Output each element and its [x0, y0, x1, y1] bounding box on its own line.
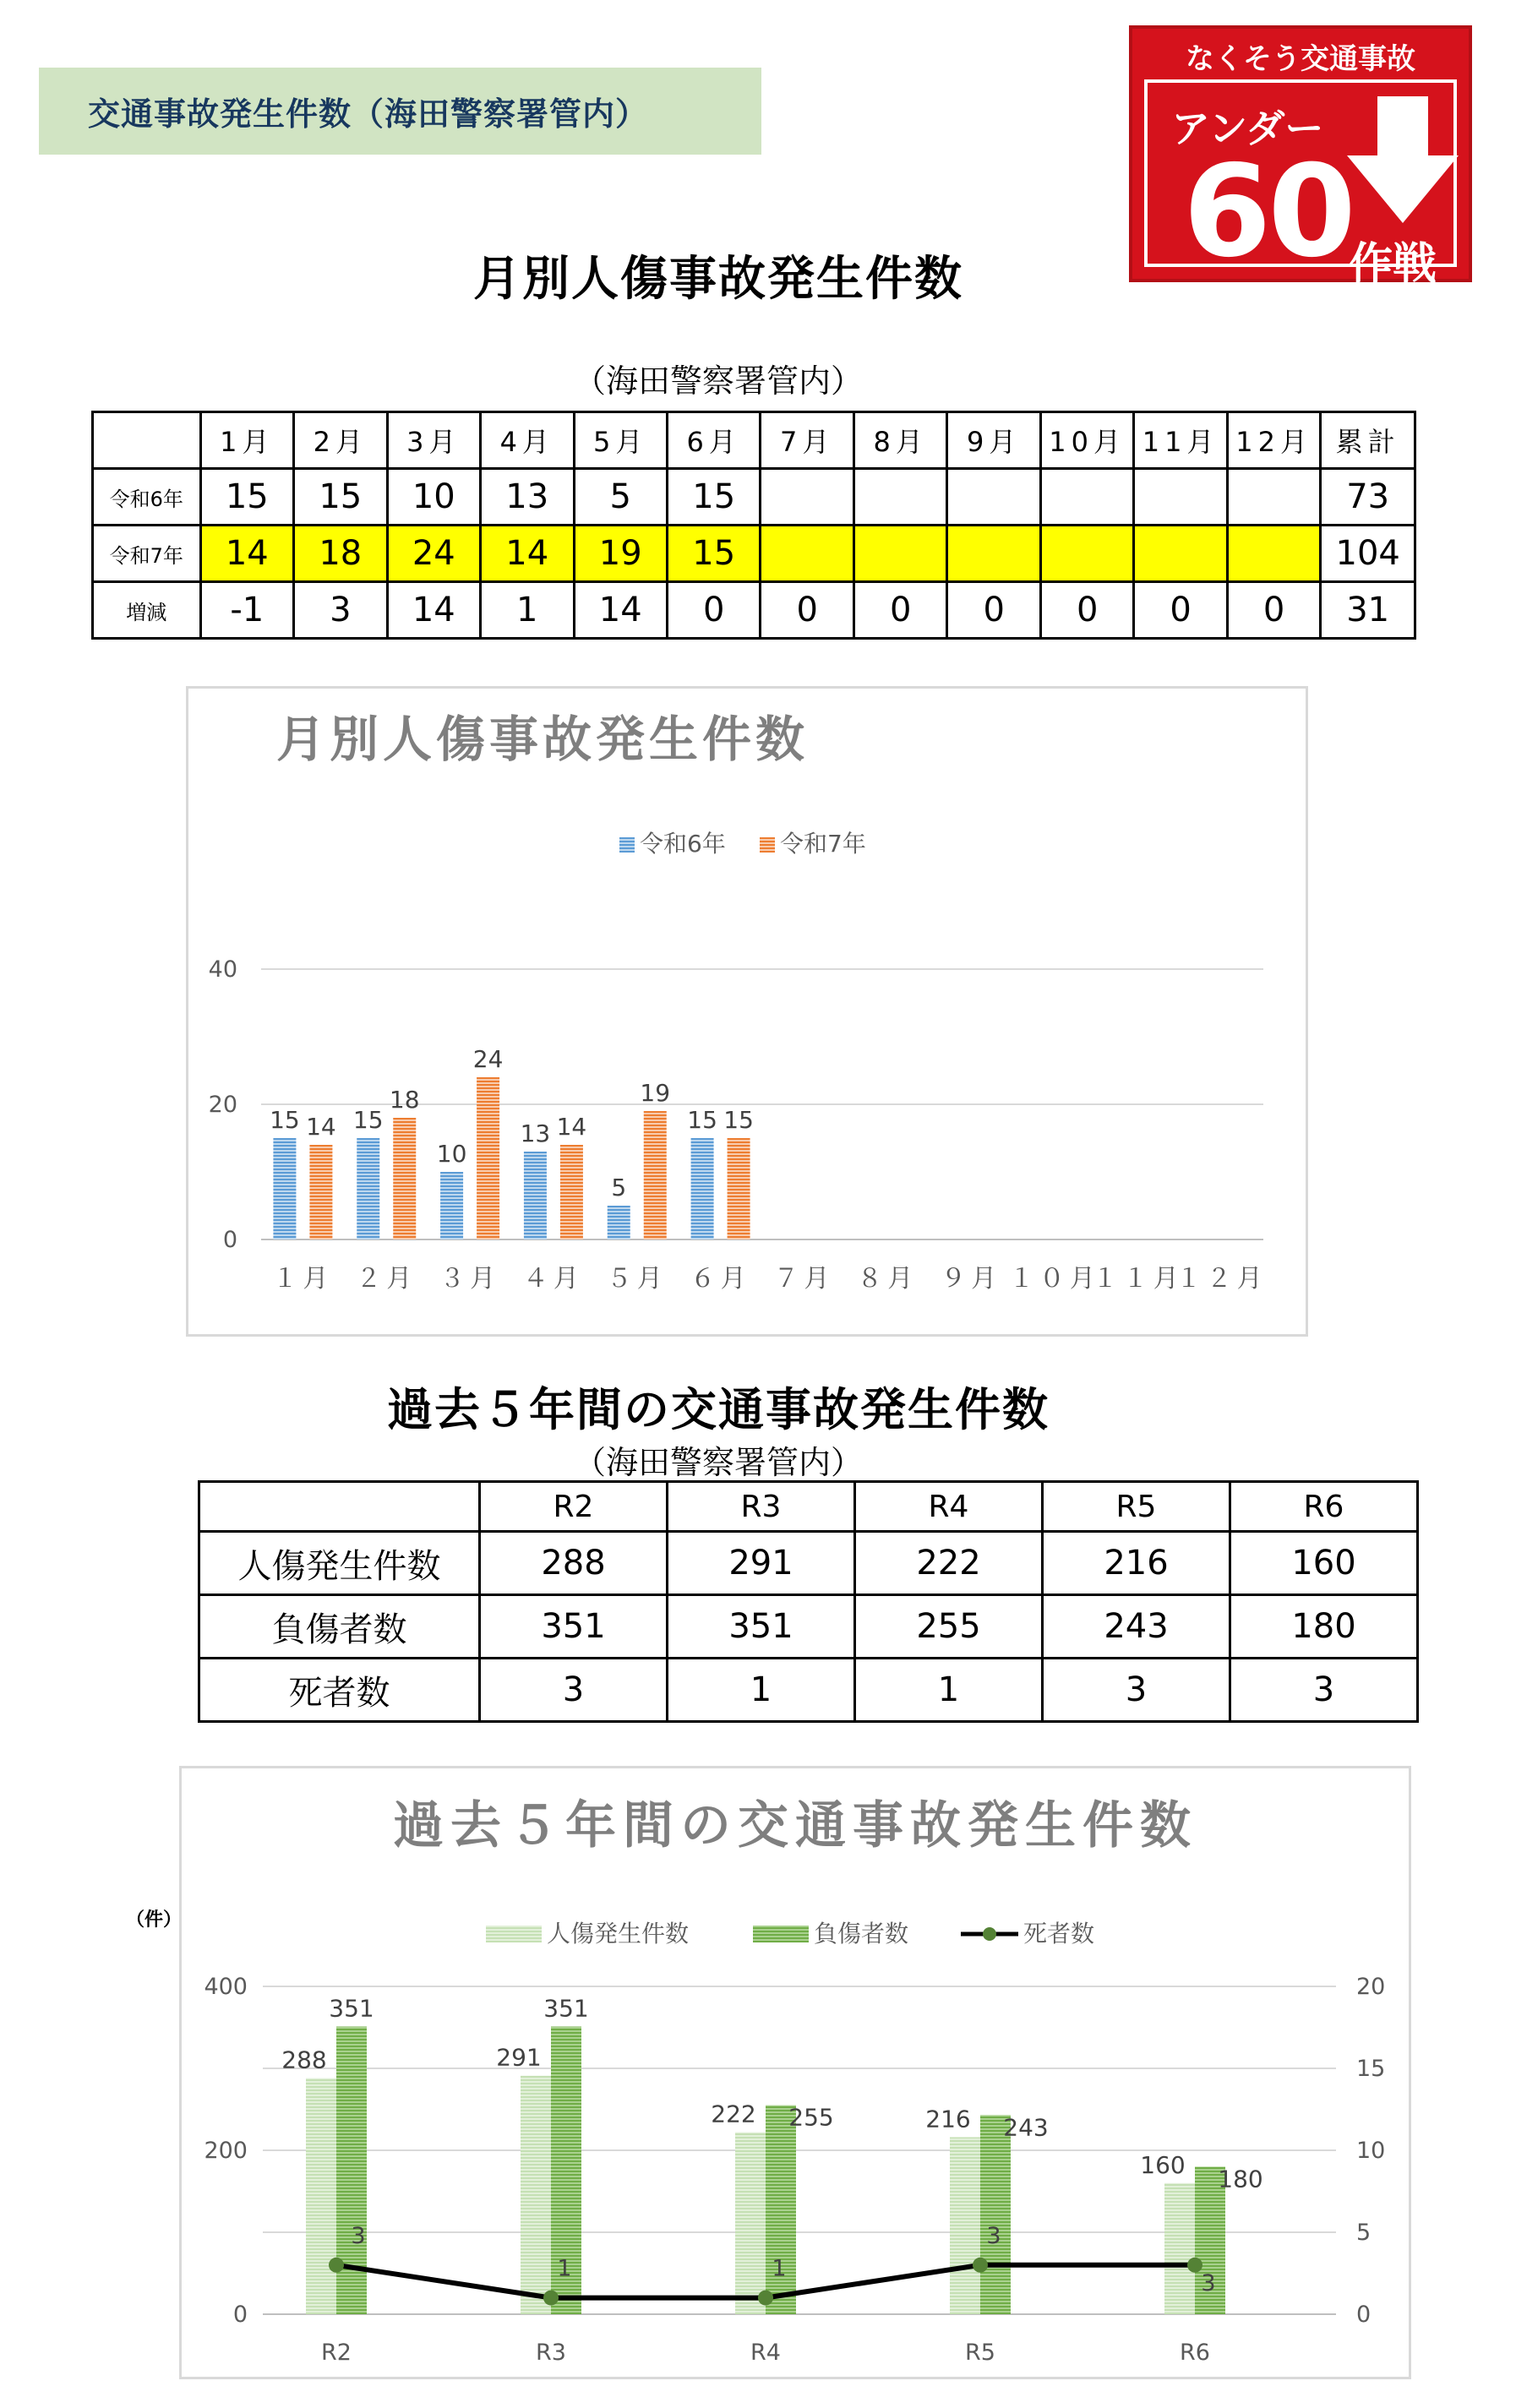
data-label: 255 [788, 2103, 834, 2132]
table-cell [1040, 526, 1133, 582]
table-cell: 15 [200, 469, 293, 526]
table-cell: 0 [761, 582, 853, 639]
row-label: 死者数 [199, 1659, 480, 1722]
header-cell: R2 [480, 1482, 668, 1532]
bar-r6 [524, 1152, 547, 1239]
y-tick-label: 20 [208, 1092, 237, 1118]
header-cell: 3月 [387, 412, 480, 469]
bar-r7 [728, 1138, 750, 1239]
x-tick-label: ３月 [439, 1264, 501, 1294]
table-cell: 5 [574, 469, 667, 526]
table-cell: 15 [294, 469, 387, 526]
x-tick-label: ７月 [773, 1264, 835, 1294]
header-cell: R5 [1043, 1482, 1230, 1532]
bar-r7 [644, 1111, 667, 1239]
table-cell: 1 [855, 1659, 1043, 1722]
data-label: 15 [270, 1106, 300, 1134]
data-label: 24 [472, 1045, 504, 1073]
table-cell: 243 [1043, 1595, 1230, 1659]
yearly-chart [126, 1766, 1411, 2379]
table-header-row [93, 412, 1415, 469]
table-cell: 3 [1230, 1659, 1418, 1722]
data-label: 14 [306, 1113, 336, 1141]
legend-swatch [486, 1926, 542, 1942]
table-cell: 216 [1043, 1532, 1230, 1595]
header-cell [199, 1482, 480, 1532]
monthly-section-title: 月別人傷事故発生件数 [473, 252, 963, 307]
table-cell: 0 [947, 582, 1040, 639]
y2-tick-label: 15 [1356, 2056, 1386, 2082]
legend-label: 令和7年 [780, 830, 866, 858]
monthly-section-subtitle: （海田警察署管内） [573, 362, 863, 400]
legend-marker [983, 1927, 996, 1941]
table-cell: 3 [294, 582, 387, 639]
header-cell: 12月 [1227, 412, 1320, 469]
data-label: 15 [352, 1106, 384, 1134]
data-label: 14 [556, 1113, 587, 1141]
total-cell: 104 [1321, 526, 1415, 582]
header-cell: R3 [668, 1482, 855, 1532]
legend-label: 負傷者数 [814, 1920, 909, 1948]
bar-r7 [393, 1118, 416, 1239]
x-tick-label: R5 [965, 2340, 995, 2366]
table-cell: 160 [1230, 1532, 1418, 1595]
table-cell: 15 [667, 469, 760, 526]
table-cell [761, 469, 853, 526]
data-label: 19 [640, 1079, 671, 1107]
bar-r7 [477, 1077, 499, 1239]
legend-swatch [619, 837, 635, 853]
table-cell: 15 [667, 526, 760, 582]
table-cell: 180 [1230, 1595, 1418, 1659]
table-cell: 255 [855, 1595, 1043, 1659]
table-cell: 222 [855, 1532, 1043, 1595]
data-label: 13 [520, 1120, 551, 1147]
row-label: 負傷者数 [199, 1595, 480, 1659]
table-cell [947, 526, 1040, 582]
table-cell: 14 [481, 526, 574, 582]
yearly-table [198, 1480, 1419, 1723]
header-cell: 8月 [853, 412, 946, 469]
table-cell: 10 [387, 469, 480, 526]
row-label: 令和7年 [93, 526, 201, 582]
header-cell: 5月 [574, 412, 667, 469]
table-row [199, 1532, 1418, 1595]
bar-r6 [440, 1172, 463, 1239]
data-label: 3 [351, 2222, 366, 2249]
table-cell [1227, 469, 1320, 526]
table-row [199, 1595, 1418, 1659]
table-cell [853, 469, 946, 526]
table-cell: 291 [668, 1532, 855, 1595]
table-cell: 0 [853, 582, 946, 639]
badge-line3: 作戦 [1349, 239, 1437, 290]
badge-line2: アンダー [1171, 106, 1324, 151]
table-cell: 0 [1227, 582, 1320, 639]
y-axis-unit: （件） [126, 1910, 183, 1931]
table-cell: 0 [1134, 582, 1227, 639]
table-row [199, 1659, 1418, 1722]
data-label: 5 [611, 1174, 627, 1201]
table-row [93, 526, 1415, 582]
chart-title: 月別人傷事故発生件数 [276, 711, 810, 768]
y2-tick-label: 5 [1356, 2220, 1371, 2246]
table-header-row [199, 1482, 1418, 1532]
x-tick-label: R4 [750, 2340, 781, 2366]
table-cell [1134, 526, 1227, 582]
marker-deaths [1187, 2258, 1202, 2273]
data-label: 180 [1218, 2165, 1263, 2193]
monthly-chart [186, 686, 1308, 1337]
chart-title: 過去５年間の交通事故発生件数 [393, 1796, 1197, 1855]
y-tick-label: 0 [222, 1227, 237, 1253]
table-cell: 3 [1043, 1659, 1230, 1722]
x-tick-label: １２月 [1175, 1264, 1268, 1294]
badge-number: 60 [1183, 139, 1353, 286]
header-cell: 10月 [1040, 412, 1133, 469]
bar-r6 [357, 1138, 379, 1239]
table-cell: 14 [387, 582, 480, 639]
header-cell: 11月 [1134, 412, 1227, 469]
header-cell: R6 [1230, 1482, 1418, 1532]
yearly-section-title: 過去５年間の交通事故発生件数 [387, 1383, 1050, 1436]
monthly-table [91, 411, 1416, 640]
bar-r7 [560, 1145, 583, 1239]
x-tick-label: １月 [272, 1264, 334, 1294]
bar-injured [980, 2115, 1011, 2314]
data-label: 243 [1003, 2113, 1049, 2142]
x-tick-label: R3 [536, 2340, 566, 2366]
header-cell: 4月 [481, 412, 574, 469]
marker-deaths [329, 2258, 344, 2273]
table-cell: 0 [667, 582, 760, 639]
x-tick-label: １１月 [1092, 1264, 1184, 1294]
x-tick-label: １０月 [1008, 1264, 1100, 1294]
data-label: 351 [543, 1994, 589, 2023]
total-cell: 73 [1321, 469, 1415, 526]
yearly-chart-svg [126, 1768, 1409, 2377]
bar-injury-accidents [950, 2137, 980, 2314]
header-cell: 累計 [1321, 412, 1415, 469]
table-cell: 14 [574, 582, 667, 639]
header-cell: 9月 [947, 412, 1040, 469]
y-tick-label: 40 [208, 956, 237, 983]
row-label: 人傷発生件数 [199, 1532, 480, 1595]
legend-swatch [760, 837, 775, 853]
y2-tick-label: 20 [1356, 1974, 1386, 2000]
data-label: 291 [496, 2043, 542, 2072]
table-row [93, 469, 1415, 526]
y2-tick-label: 10 [1356, 2138, 1386, 2164]
badge-line1: なくそう交通事故 [1186, 42, 1415, 76]
bar-injury-accidents [1164, 2183, 1195, 2314]
header-cell: 1月 [200, 412, 293, 469]
table-cell: 1 [481, 582, 574, 639]
header-cell: 2月 [294, 412, 387, 469]
legend-label: 令和6年 [640, 830, 726, 858]
table-cell [853, 526, 946, 582]
data-label: 160 [1140, 2150, 1186, 2179]
table-cell: 14 [200, 526, 293, 582]
header-cell: 6月 [667, 412, 760, 469]
data-label: 222 [711, 2100, 756, 2128]
table-cell [1040, 469, 1133, 526]
table-cell: 288 [480, 1532, 668, 1595]
bar-injury-accidents [306, 2078, 336, 2314]
x-tick-label: ６月 [690, 1264, 751, 1294]
table-row [93, 582, 1415, 639]
table-cell: 351 [668, 1595, 855, 1659]
data-label: 15 [687, 1106, 717, 1134]
x-tick-label: ９月 [941, 1264, 1002, 1294]
table-cell [1134, 469, 1227, 526]
marker-deaths [758, 2291, 773, 2306]
bar-r6 [273, 1138, 296, 1239]
table-cell: 24 [387, 526, 480, 582]
row-label: 増減 [93, 582, 201, 639]
legend-label: 死者数 [1023, 1920, 1095, 1948]
table-cell [1227, 526, 1320, 582]
x-tick-label: ２月 [356, 1264, 417, 1294]
table-cell: -1 [200, 582, 293, 639]
data-label: 3 [986, 2222, 1001, 2249]
table-cell: 0 [1040, 582, 1133, 639]
bar-injury-accidents [521, 2076, 551, 2314]
y-tick-label: 0 [232, 2302, 248, 2328]
marker-deaths [543, 2291, 559, 2306]
bar-injury-accidents [735, 2133, 766, 2314]
y-tick-label: 400 [204, 1974, 248, 2000]
data-label: 15 [723, 1106, 754, 1134]
header-cell: 7月 [761, 412, 853, 469]
legend-swatch [753, 1926, 809, 1942]
table-cell: 351 [480, 1595, 668, 1659]
data-label: 10 [436, 1140, 467, 1168]
monthly-chart-svg [188, 689, 1306, 1334]
data-label: 18 [389, 1086, 420, 1114]
y-tick-label: 200 [204, 2138, 248, 2164]
bar-injured [766, 2106, 796, 2314]
bar-r6 [608, 1206, 630, 1239]
legend-label: 人傷発生件数 [547, 1920, 690, 1948]
x-tick-label: ４月 [522, 1264, 584, 1294]
header-cell: R4 [855, 1482, 1043, 1532]
x-tick-label: R2 [321, 2340, 352, 2366]
data-label: 3 [1201, 2269, 1216, 2296]
table-cell: 3 [480, 1659, 668, 1722]
header-tag: 交通事故発生件数（海田警察署管内） [39, 68, 761, 155]
data-label: 1 [772, 2255, 787, 2282]
x-tick-label: R6 [1180, 2340, 1210, 2366]
table-cell [761, 526, 853, 582]
row-label: 令和6年 [93, 469, 201, 526]
table-cell: 1 [668, 1659, 855, 1722]
x-tick-label: ８月 [857, 1264, 919, 1294]
header-cell [93, 412, 201, 469]
data-label: 216 [925, 2105, 971, 2133]
down-arrow-icon [1347, 96, 1459, 223]
marker-deaths [973, 2258, 988, 2273]
data-label: 351 [329, 1994, 374, 2023]
data-label: 1 [557, 2255, 572, 2282]
bar-r7 [309, 1145, 332, 1239]
table-cell: 18 [294, 526, 387, 582]
total-cell: 31 [1321, 582, 1415, 639]
yearly-section-subtitle: （海田警察署管内） [573, 1444, 863, 1481]
table-cell: 19 [574, 526, 667, 582]
bar-r6 [691, 1138, 714, 1239]
data-label: 288 [281, 2046, 327, 2074]
y2-tick-label: 0 [1356, 2302, 1371, 2328]
table-cell: 13 [481, 469, 574, 526]
table-cell [947, 469, 1040, 526]
x-tick-label: ５月 [606, 1264, 668, 1294]
